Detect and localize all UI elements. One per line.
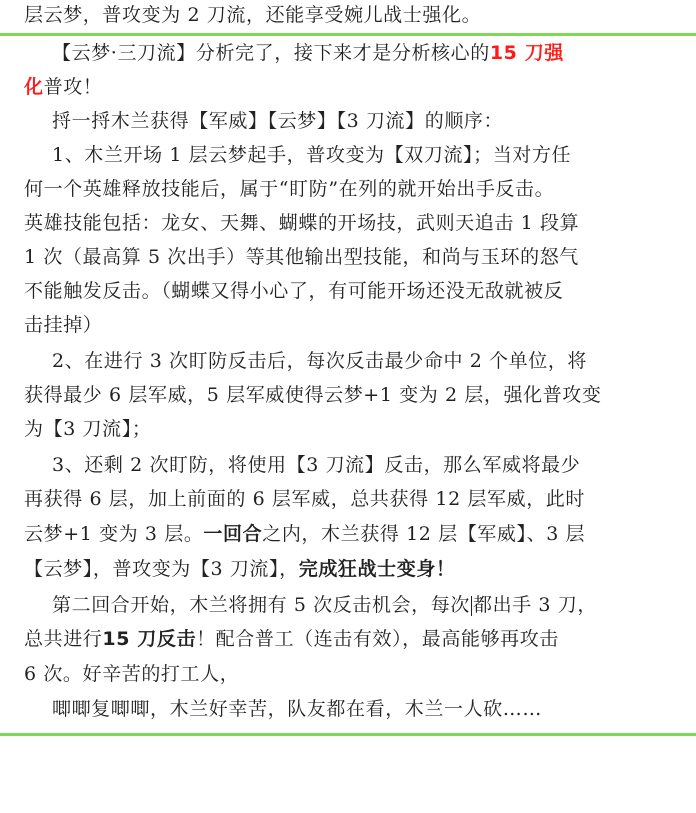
section-divider-bottom [0,733,696,736]
text-span: 之内，木兰获得 12 层【军威】、3 层 [262,523,586,545]
text-span: 【云梦·三刀流】分析完了，接下来才是分析核心的 [52,42,490,64]
text-span: 都出手 3 刀， [472,594,597,616]
paragraph-line [52,36,564,70]
paragraph-line: 唧唧复唧唧，木兰好幸苦，队友都在看，木兰一人砍…… [52,698,543,720]
text-span: 【云梦】，普攻变为【3 刀流】， [24,558,299,580]
text-span: ！配合普工（连击有效），最高能够再攻击 [196,628,559,650]
text-span: 第二回合开始，木兰将拥有 5 次反击机会，每次 [52,594,470,616]
paragraph-line: 为【3 刀流】； [24,418,152,440]
paragraph-line [24,517,585,551]
paragraph-line [24,70,102,104]
text-span: 云梦+1 变为 3 层。 [24,523,204,545]
paragraph-line: 1 次（最高算 5 次出手）等其他输出型技能，和尚与玉环的怒气 [24,246,579,268]
paragraph-line [24,552,456,586]
paragraph-line: 何一个英雄释放技能后，属于“盯防”在列的就开始出手反击。 [24,178,555,200]
highlight-text: 15 刀强 [489,42,564,64]
bold-text: 15 刀反击 [102,628,197,650]
paragraph-line [52,588,597,622]
bold-text: 一回合 [203,523,263,545]
top-fragment-line: 层云梦，普攻变为 2 刀流，还能享受婉儿战士强化。 [24,4,482,26]
paragraph-line: 不能触发反击。（蝴蝶又得小心了，有可能开场还没无敌就被反 [24,280,564,302]
paragraph-line [24,622,559,656]
paragraph-line: 再获得 6 层，加上前面的 6 层军威，总共获得 12 层军威，此时 [24,488,585,510]
paragraph-line: 英雄技能包括：龙女、天舞、蝴蝶的开场技，武则天追击 1 段算 [24,212,580,234]
text-span: 总共进行 [24,628,103,650]
paragraph-line: 2、在进行 3 次盯防反击后，每次反击最少命中 2 个单位，将 [52,350,588,372]
text-cursor [471,596,472,616]
paragraph-line: 击挂掉） [24,314,103,336]
paragraph-line: 6 次。好辛苦的打工人， [24,663,240,685]
highlight-text: 化 [24,76,44,98]
paragraph-line: 获得最少 6 层军威，5 层军威使得云梦+1 变为 2 层，强化普攻变 [24,384,602,406]
paragraph-line: 1、木兰开场 1 层云梦起手，普攻变为【双刀流】；当对方任 [52,144,572,166]
paragraph-line: 3、还剩 2 次盯防，将使用【3 刀流】反击，那么军威将最少 [52,454,581,476]
bold-text: 完成狂战士变身！ [298,558,456,580]
text-span: 普攻！ [43,76,103,98]
paragraph-line: 捋一捋木兰获得【军威】【云梦】【3 刀流】的顺序： [52,110,504,132]
